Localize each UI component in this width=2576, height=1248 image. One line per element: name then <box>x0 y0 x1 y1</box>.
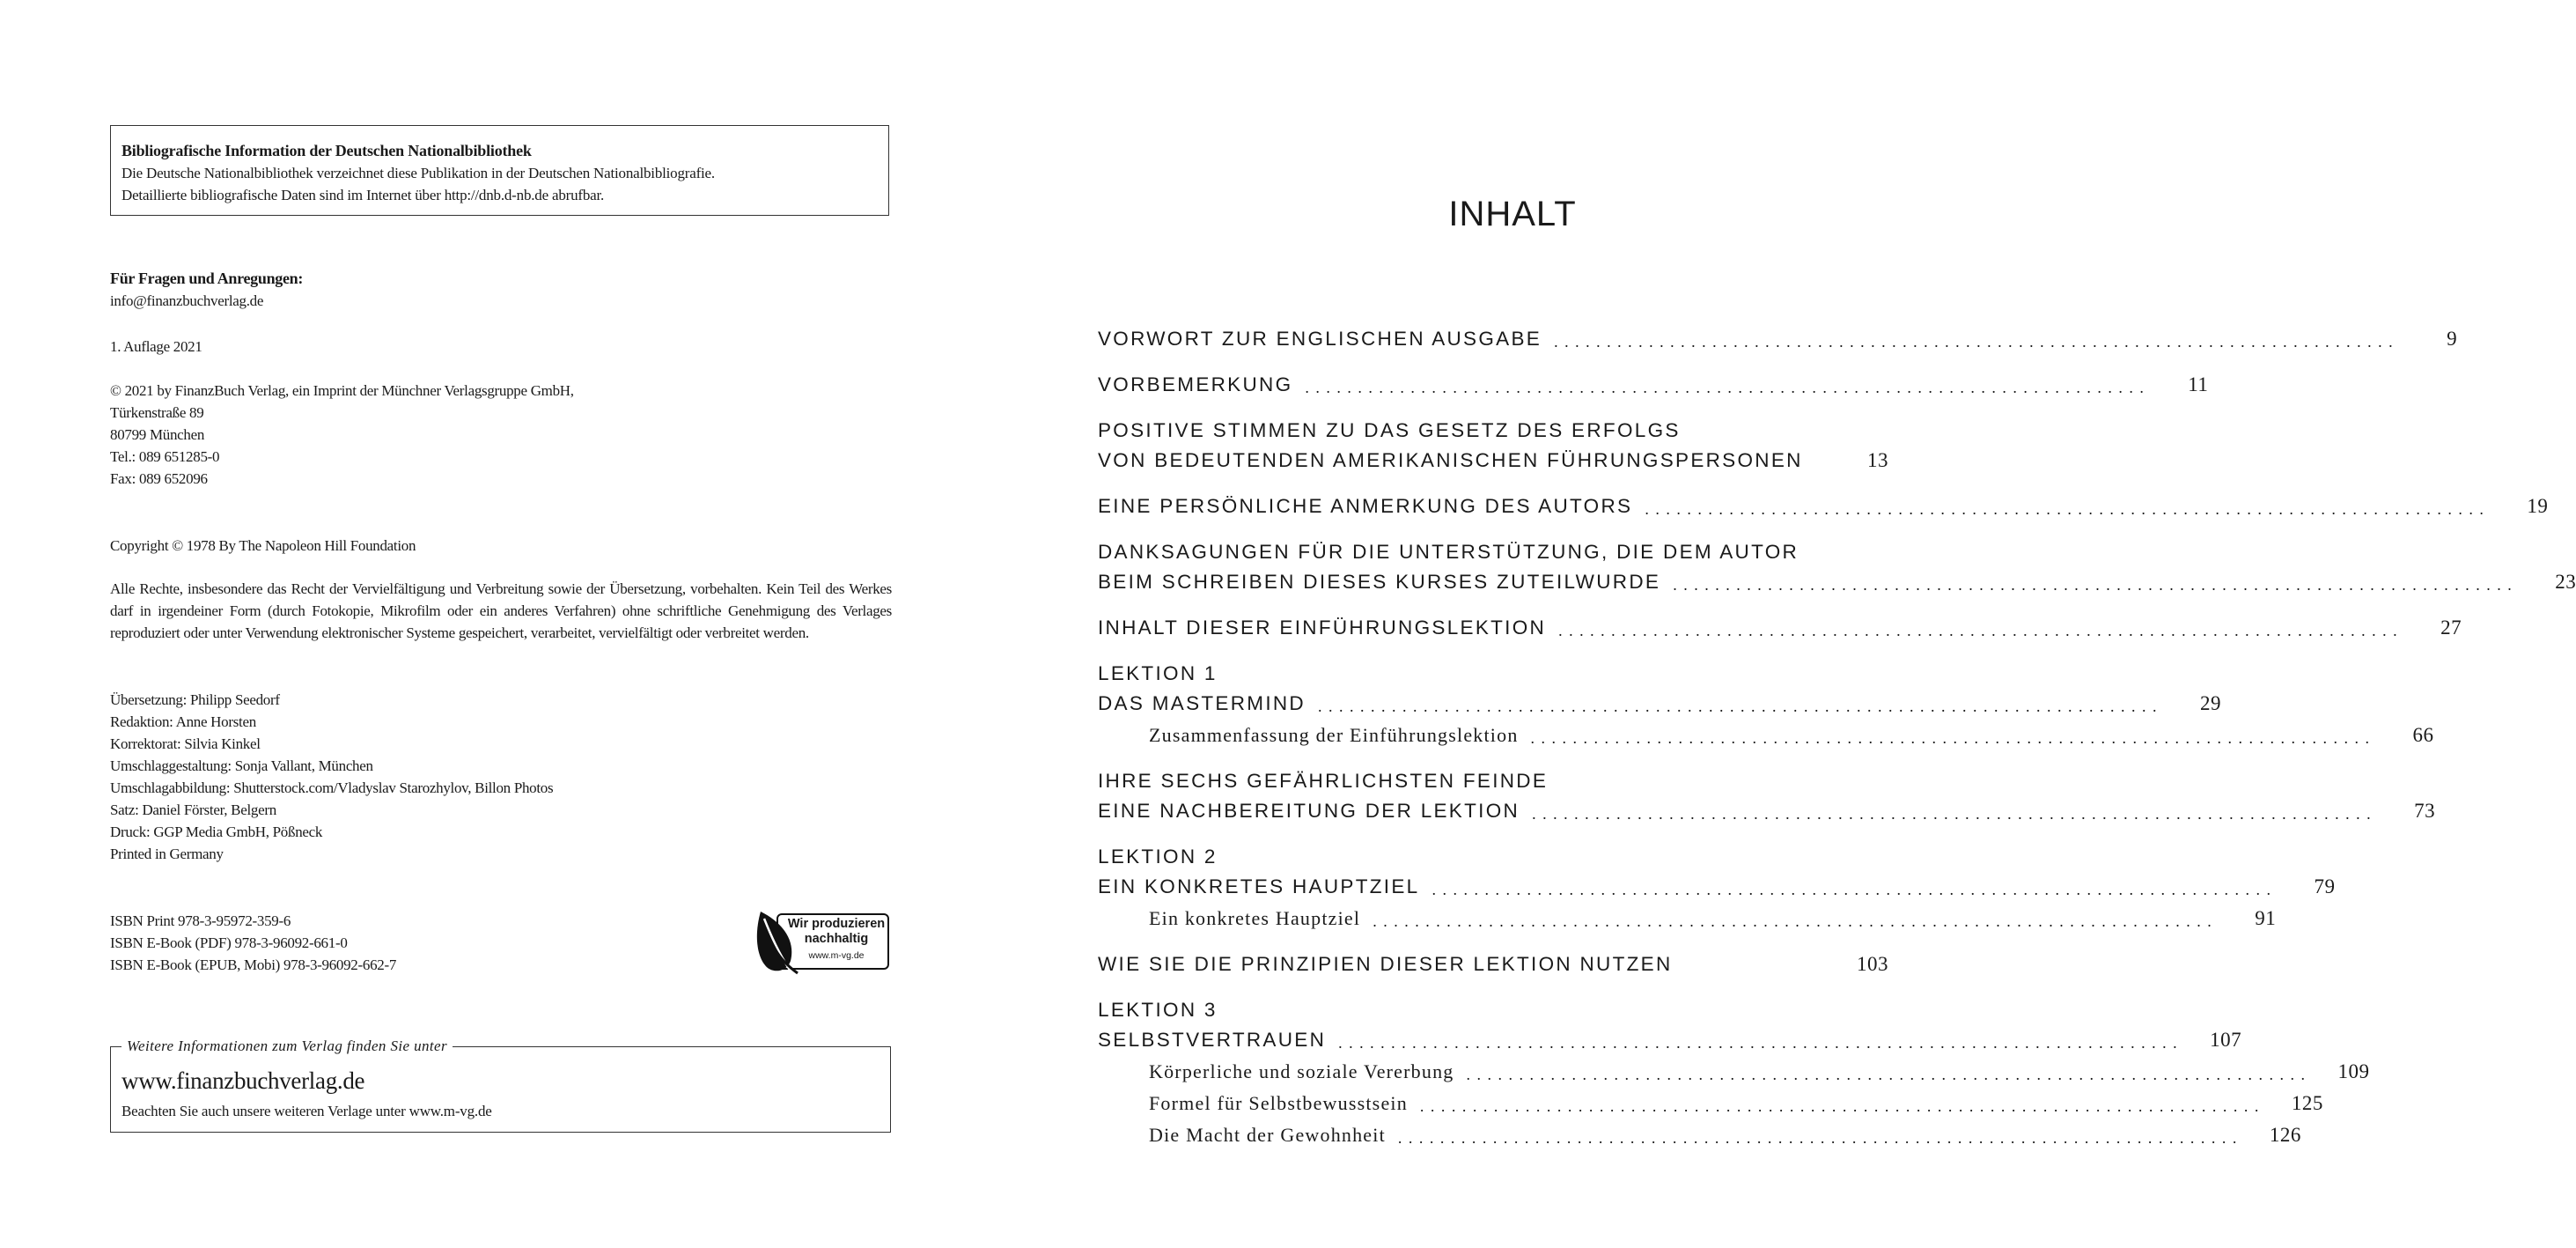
toc-entry-title: BEIM SCHREIBEN DIESES KURSES ZUTEILWURDE <box>1098 571 1661 593</box>
toc-subentry-line[interactable] <box>1149 902 2277 934</box>
toc-page-number: 19 <box>2527 495 2549 517</box>
toc-entry-title: VORBEMERKUNG <box>1098 373 1293 395</box>
toc-entry-line[interactable] <box>1098 613 2462 643</box>
credit-line: Druck: GGP Media GmbH, Pößneck <box>110 823 323 840</box>
toc-entry-line[interactable] <box>1098 324 2458 354</box>
dot-leader: ................................................................................ <box>1419 1097 2265 1115</box>
toc-entry <box>1098 659 2434 750</box>
toc-page-number: 11 <box>2188 373 2209 395</box>
contact-heading: Für Fragen und Anregungen: <box>110 270 304 287</box>
toc-page-number: 23 <box>2555 571 2576 593</box>
toc-entry <box>1098 491 2549 521</box>
toc-entry <box>1098 613 2462 643</box>
toc-subentry-line[interactable] <box>1149 1087 2323 1119</box>
toc-entry <box>1098 995 2370 1150</box>
toc-entry-title: EINE NACHBEREITUNG DER LEKTION <box>1098 800 1520 822</box>
publisher-block <box>110 380 574 490</box>
toc-entry-title: Ein konkretes Hauptziel <box>1149 907 1361 929</box>
publisher-city: 80799 München <box>110 426 205 443</box>
publisher-copyright: © 2021 by FinanzBuch Verlag, ein Imprint der Münchner Verlagsgruppe GmbH, <box>110 382 574 399</box>
dot-leader: ................................................................................ <box>1530 729 2376 747</box>
toc-entry-title-line: DANKSAGUNGEN FÜR DIE UNTERSTÜTZUNG, DIE DEM AUTOR <box>1098 541 1800 563</box>
toc-entry <box>1098 324 2458 354</box>
credit-line: Satz: Daniel Förster, Belgern <box>110 801 276 818</box>
dot-leader: ................................................................................ <box>1532 805 2378 823</box>
toc-entry-title-line: POSITIVE STIMMEN ZU DAS GESETZ DES ERFOLGS <box>1098 419 1681 441</box>
dot-leader: ................................................................................ <box>1673 576 2519 594</box>
toc-page-number: 125 <box>2291 1092 2323 1114</box>
toc-page-number: 9 <box>2447 328 2458 350</box>
toc-entry-title: VORWORT ZUR ENGLISCHEN AUSGABE <box>1098 328 1542 350</box>
toc-entry-line[interactable] <box>1098 872 2336 902</box>
badge-url: www.m-vg.de <box>808 950 865 961</box>
contents-heading: INHALT <box>1448 195 1577 233</box>
toc-entry <box>1098 416 1888 476</box>
contact-email: info@finanzbuchverlag.de <box>110 292 264 309</box>
credit-line: Umschlagabbildung: Shutterstock.com/Vladyslav Starozhylov, Billon Photos <box>110 779 554 796</box>
toc-entry-title: EIN KONKRETES HAUPTZIEL <box>1098 875 1420 897</box>
toc-entry-title: DAS MASTERMIND <box>1098 692 1306 714</box>
toc-entry-title: WIE SIE DIE PRINZIPIEN DIESER LEKTION NUTZEN <box>1098 953 1673 975</box>
toc-entry-title-line: LEKTION 2 <box>1098 846 1218 868</box>
contents-page <box>988 0 2576 1248</box>
toc-entry-title: Körperliche und soziale Vererbung <box>1149 1060 1454 1082</box>
info-box-note: Beachten Sie auch unsere weiteren Verlage unter www.m-vg.de <box>121 1103 492 1119</box>
credit-line: Übersetzung: Philipp Seedorf <box>110 691 280 708</box>
isbn-line: ISBN E-Book (EPUB, Mobi) 978-3-96092-662-7 <box>110 956 397 973</box>
toc-entry <box>1098 537 2576 597</box>
dot-leader: ................................................................................ <box>1317 698 2163 715</box>
dot-leader: ................................................................................ <box>1338 1034 2184 1052</box>
toc-page-number: 109 <box>2337 1060 2370 1082</box>
badge-line1: Wir produzieren <box>787 917 886 931</box>
imprint-page <box>0 0 988 1248</box>
toc-entry <box>1098 842 2336 934</box>
toc-subentry <box>1098 1087 2323 1119</box>
toc-page-number: 91 <box>2255 907 2277 929</box>
dot-leader: ................................................................................ <box>1558 622 2404 639</box>
dot-leader: ................................................................................ <box>1432 881 2278 898</box>
toc-entry-title: VON BEDEUTENDEN AMERIKANISCHEN FÜHRUNGSPERSONEN <box>1098 449 1803 471</box>
toc-page-number: 107 <box>2210 1029 2242 1051</box>
toc-entry <box>1098 766 2436 826</box>
bibliographic-info-line: Detaillierte bibliografische Daten sind im Internet über http://dnb.d-nb.de abrufbar. <box>121 187 605 203</box>
toc-page-number: 29 <box>2199 692 2221 714</box>
toc-entry-line[interactable] <box>1098 446 1888 476</box>
isbn-line: ISBN E-Book (PDF) 978-3-96092-661-0 <box>110 934 348 951</box>
dot-leader: ................................................................................ <box>1397 1129 2243 1147</box>
toc-entry-line[interactable] <box>1098 796 2436 826</box>
toc-entry-line[interactable] <box>1098 1025 2242 1055</box>
toc-page-number: 126 <box>2269 1124 2301 1146</box>
contact-block <box>110 268 303 312</box>
bibliographic-info-title: Bibliografische Information der Deutschen Nationalbibliothek <box>121 142 532 159</box>
toc-page-number: 79 <box>2314 875 2336 897</box>
toc-page-number: 13 <box>1867 449 1888 471</box>
toc-page-number: 103 <box>1857 953 1888 975</box>
original-copyright: Copyright © 1978 By The Napoleon Hill Foundation <box>110 537 416 554</box>
dot-leader: ................................................................................ <box>1554 333 2400 351</box>
toc-entry-title: Formel für Selbstbewusstsein <box>1149 1092 1408 1114</box>
bibliographic-info-box <box>110 125 889 216</box>
toc-subentry <box>1098 902 2277 934</box>
toc-entry-line[interactable] <box>1098 370 2209 400</box>
toc-subentry <box>1098 719 2434 750</box>
credit-line: Umschlaggestaltung: Sonja Vallant, München <box>110 757 373 774</box>
toc-entry-title: EINE PERSÖNLICHE ANMERKUNG DES AUTORS <box>1098 495 1633 517</box>
publisher-tel: Tel.: 089 651285-0 <box>110 448 220 465</box>
toc-entry-title-line: LEKTION 3 <box>1098 999 1218 1021</box>
rights-text: Alle Rechte, insbesondere das Recht der Vervielfältigung und Verbreitung sowie der Übersetzung, vorbehalten. Kein Teil des Werkes darf in irgendeiner Form (durch Fotokopie, Mikrofilm oder ein anderes Verfahren) ohne schriftliche Genehmigung des Verlages reproduziert oder unter Verwendung elektronischer Systeme gespeichert, verarbeitet, vervielfältigt oder verbreitet werden. <box>110 580 892 641</box>
toc-subentry <box>1098 1119 2301 1150</box>
dot-leader: ................................................................................ <box>1373 912 2219 930</box>
credit-line: Printed in Germany <box>110 846 224 862</box>
toc-page-number: 66 <box>2412 724 2434 746</box>
toc-entry-line[interactable] <box>1098 567 2576 597</box>
badge-line2: nachhaltig <box>804 932 869 946</box>
isbn-list <box>110 910 396 976</box>
dot-leader: ................................................................................ <box>1466 1066 2312 1083</box>
table-of-contents <box>1098 324 2576 1150</box>
toc-entry-line[interactable] <box>1098 949 1888 979</box>
bibliographic-info-line: Die Deutsche Nationalbibliothek verzeichnet diese Publikation in der Deutschen Nationalbibliografie. <box>121 165 715 181</box>
credit-line: Korrektorat: Silvia Kinkel <box>110 735 261 752</box>
credit-line: Redaktion: Anne Horsten <box>110 713 256 730</box>
publisher-info-box <box>110 1038 891 1133</box>
toc-entry-title: SELBSTVERTRAUEN <box>1098 1029 1327 1051</box>
toc-page-number: 27 <box>2440 617 2462 639</box>
toc-entry <box>1098 949 1888 979</box>
toc-entry-title-line: IHRE SECHS GEFÄHRLICHSTEN FEINDE <box>1098 770 1549 792</box>
toc-entry-title: Die Macht der Gewohnheit <box>1149 1124 1386 1146</box>
credits-list <box>110 689 553 865</box>
toc-subentry-line[interactable] <box>1149 1119 2301 1150</box>
publisher-street: Türkenstraße 89 <box>110 404 204 421</box>
dot-leader: ................................................................................ <box>1305 379 2151 396</box>
sustainability-badge <box>755 910 892 975</box>
toc-subentry-line[interactable] <box>1149 1055 2370 1087</box>
toc-entry-title-line: LEKTION 1 <box>1098 662 1218 684</box>
publisher-fax: Fax: 089 652096 <box>110 470 208 487</box>
toc-entry-title: Zusammenfassung der Einführungslektion <box>1149 724 1519 746</box>
edition-line: 1. Auflage 2021 <box>110 338 202 355</box>
isbn-line: ISBN Print 978-3-95972-359-6 <box>110 912 291 929</box>
toc-subentry-line[interactable] <box>1149 719 2434 750</box>
toc-subentry <box>1098 1055 2370 1087</box>
toc-entry-title: INHALT DIESER EINFÜHRUNGSLEKTION <box>1098 617 1547 639</box>
info-box-legend: Weitere Informationen zum Verlag finden Sie unter <box>121 1036 453 1057</box>
dot-leader: ................................................................................ <box>1645 500 2491 518</box>
toc-page-number: 73 <box>2414 800 2436 822</box>
toc-entry-line[interactable] <box>1098 491 2549 521</box>
toc-entry-line[interactable] <box>1098 689 2221 719</box>
publisher-website-link[interactable]: www.finanzbuchverlag.de <box>121 1067 365 1094</box>
toc-entry <box>1098 370 2209 400</box>
